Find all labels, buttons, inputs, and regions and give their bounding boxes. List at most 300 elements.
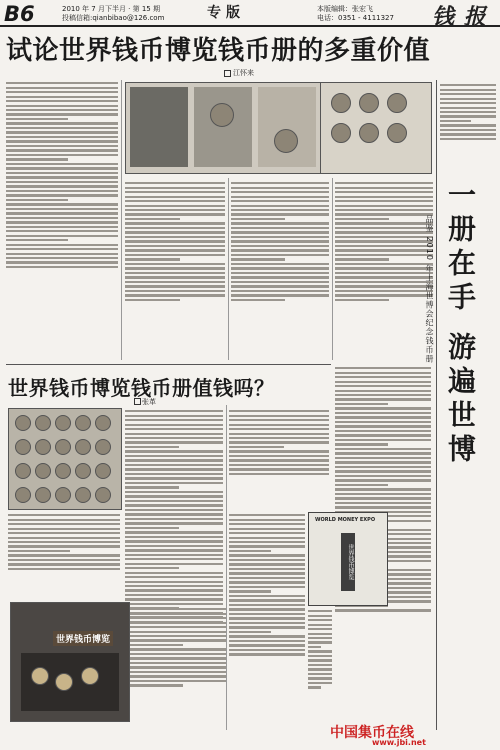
text-line [335, 191, 433, 193]
text-line [335, 258, 389, 260]
text-line [125, 213, 225, 215]
section-label: 专版 [207, 5, 245, 21]
text-line [125, 518, 223, 520]
article1-column-4 [335, 180, 433, 360]
text-line [335, 439, 431, 441]
text-line [440, 102, 496, 104]
text-line [6, 257, 118, 259]
text-line [229, 523, 305, 525]
text-line [125, 182, 225, 184]
text-line [335, 390, 431, 392]
article1-column-1 [6, 80, 118, 360]
text-line [8, 550, 70, 552]
coin-image [331, 123, 351, 143]
text-line [229, 415, 329, 417]
coin-image [75, 415, 91, 431]
text-line [125, 473, 223, 475]
text-line [229, 410, 329, 412]
text-line [6, 261, 118, 263]
article2-column-2b [130, 606, 226, 726]
issue-date: 2010 年 7 月下半月 · 第 15 期 [62, 5, 160, 13]
text-line [6, 226, 118, 228]
text-line [6, 266, 118, 268]
text-line [335, 200, 433, 202]
text-line [125, 527, 179, 529]
text-line [229, 635, 305, 637]
body-text-texture [335, 182, 433, 301]
text-line [125, 196, 225, 198]
text-line [229, 537, 305, 539]
coin-image [55, 439, 71, 455]
text-line [6, 253, 118, 255]
text-line [130, 626, 226, 628]
text-line [440, 93, 496, 95]
text-line [8, 523, 120, 525]
text-line [8, 568, 120, 570]
text-line [8, 532, 120, 534]
text-line [231, 209, 329, 211]
text-line [335, 276, 433, 278]
coin-image [359, 93, 379, 113]
text-line [8, 559, 120, 561]
coin-image [15, 487, 31, 503]
coin-image [75, 463, 91, 479]
text-line [6, 149, 118, 151]
byline-box-icon [134, 398, 141, 405]
text-line [125, 540, 223, 542]
text-line [335, 434, 431, 436]
coin-image [31, 667, 49, 685]
text-line [335, 421, 431, 423]
text-line [335, 448, 431, 450]
page-number: B6 [4, 2, 35, 26]
text-line [6, 181, 118, 183]
text-line [6, 122, 118, 124]
text-line [231, 272, 329, 274]
text-line [440, 138, 496, 140]
text-line [6, 167, 118, 169]
text-line [308, 610, 332, 612]
text-line [125, 222, 225, 224]
text-line [8, 545, 120, 547]
text-line [125, 240, 225, 242]
text-line [229, 473, 329, 475]
text-line [335, 412, 431, 414]
text-line [8, 554, 120, 556]
coin-image [75, 439, 91, 455]
text-line [335, 196, 433, 198]
coin-image [55, 463, 71, 479]
text-line [125, 263, 225, 265]
text-line [335, 488, 431, 490]
text-line [125, 281, 225, 283]
text-line [8, 519, 120, 521]
text-line [6, 194, 118, 196]
text-line [308, 659, 332, 661]
text-line [125, 245, 225, 247]
text-line [229, 604, 305, 606]
text-line [335, 425, 431, 427]
text-line [308, 615, 332, 617]
text-line [130, 608, 226, 610]
text-line [229, 649, 305, 651]
text-line [229, 617, 305, 619]
side-column-divider [436, 80, 437, 730]
text-line [125, 504, 223, 506]
text-line [130, 617, 226, 619]
text-line [125, 513, 223, 515]
text-line [125, 491, 223, 493]
text-line [125, 572, 223, 574]
text-line [125, 450, 223, 452]
text-line [335, 403, 388, 405]
coin-image [55, 673, 73, 691]
text-line [335, 461, 431, 463]
text-line [440, 111, 496, 113]
book-photo-title: 世界钱币博览 [53, 631, 113, 646]
text-line [229, 459, 329, 461]
coin-image [81, 667, 99, 685]
body-text-texture [125, 182, 225, 301]
telephone-line: 电话：0351 - 4111327 [317, 14, 394, 22]
text-line [335, 493, 431, 495]
text-line [6, 145, 118, 147]
text-line [335, 367, 431, 369]
text-line [335, 502, 431, 504]
text-line [125, 267, 225, 269]
body-text-texture [229, 410, 329, 475]
coin-album-photo-2 [320, 82, 432, 174]
coin-grid-photo [8, 408, 122, 510]
text-line [125, 558, 223, 560]
text-line [440, 107, 496, 109]
text-line [6, 82, 118, 84]
article2-author: 张革 [142, 398, 156, 406]
text-line [229, 514, 305, 516]
text-line [335, 376, 431, 378]
text-line [231, 213, 329, 215]
text-line [335, 231, 433, 233]
text-line [231, 227, 329, 229]
text-line [335, 272, 433, 274]
text-line [6, 91, 118, 93]
text-line [125, 218, 180, 220]
text-line [125, 567, 179, 569]
text-line [335, 394, 431, 396]
text-line [231, 200, 329, 202]
coin-image [15, 439, 31, 455]
text-line [440, 120, 471, 122]
coin-image [55, 415, 71, 431]
text-line [229, 563, 305, 565]
text-line [231, 245, 329, 247]
text-line [130, 675, 226, 677]
text-line [335, 475, 431, 477]
text-line [125, 227, 225, 229]
text-line [125, 258, 180, 260]
text-line [440, 124, 496, 126]
text-line [130, 653, 226, 655]
text-line [6, 163, 118, 165]
text-line [6, 158, 68, 160]
coin-image [210, 103, 234, 127]
text-line [6, 199, 68, 201]
text-line [6, 172, 118, 174]
text-line [125, 410, 223, 412]
text-line [229, 568, 305, 570]
text-line [308, 624, 332, 626]
book-cover-spine-text: 世界钱币博览 [341, 533, 355, 591]
text-line [440, 89, 496, 91]
album-page-left [130, 87, 188, 167]
text-line [8, 514, 120, 516]
text-line [125, 522, 223, 524]
text-line [6, 105, 118, 107]
text-line [335, 407, 431, 409]
album-page-right [258, 87, 316, 167]
text-line [125, 437, 223, 439]
article1-author: 江怀来 [233, 69, 254, 77]
text-line [125, 415, 223, 417]
text-line [335, 205, 433, 207]
text-line [6, 113, 118, 115]
coin-image [15, 463, 31, 479]
text-line [125, 500, 223, 502]
coin-image [15, 415, 31, 431]
text-line [308, 655, 332, 657]
text-line [125, 531, 223, 533]
coin-image [95, 463, 111, 479]
text-line [125, 468, 223, 470]
text-line [6, 230, 118, 232]
text-line [335, 218, 389, 220]
text-line [125, 536, 223, 538]
text-line [6, 190, 118, 192]
text-line [229, 622, 305, 624]
text-line [231, 299, 285, 301]
text-line [308, 641, 332, 643]
text-line [231, 218, 285, 220]
text-line [335, 466, 431, 468]
text-line [231, 191, 329, 193]
text-line [229, 464, 329, 466]
text-line [335, 222, 433, 224]
text-line [231, 258, 285, 260]
text-line [308, 633, 332, 635]
text-line [308, 673, 332, 675]
text-line [6, 239, 68, 241]
text-line [335, 385, 431, 387]
text-line [130, 684, 183, 686]
text-line [125, 464, 223, 466]
text-line [231, 222, 329, 224]
text-line [229, 640, 305, 642]
text-line [6, 208, 118, 210]
text-line [308, 677, 332, 679]
text-line [335, 294, 433, 296]
text-line [125, 459, 223, 461]
text-line [125, 424, 223, 426]
book-cover-title: WORLD MONEY EXPO [315, 517, 376, 523]
body-text-texture [8, 514, 120, 570]
column-divider [226, 405, 227, 730]
text-line [125, 603, 223, 605]
text-line [125, 191, 225, 193]
text-line [125, 576, 223, 578]
section-divider [6, 364, 331, 365]
text-line [130, 680, 226, 682]
coin-image [55, 487, 71, 503]
text-line [335, 479, 431, 481]
text-line [335, 187, 433, 189]
text-line [229, 590, 271, 592]
coin-image [95, 415, 111, 431]
text-line [6, 203, 118, 205]
text-line [229, 541, 305, 543]
text-line [335, 299, 389, 301]
text-line [440, 98, 496, 100]
text-line [231, 240, 329, 242]
text-line [130, 622, 226, 624]
contact-email: 投稿信箱:qianbibao@126.com [62, 14, 165, 22]
coin-image [35, 415, 51, 431]
column-divider [228, 178, 229, 360]
text-line [229, 599, 305, 601]
coin-image [35, 487, 51, 503]
coin-image [75, 487, 91, 503]
text-line [440, 84, 496, 86]
text-line [231, 267, 329, 269]
text-line [440, 133, 496, 135]
text-line [335, 240, 433, 242]
article2-column-3b [229, 512, 305, 728]
text-line [335, 249, 433, 251]
text-line [231, 276, 329, 278]
text-line [231, 231, 329, 233]
text-line [130, 635, 226, 637]
coin-image [95, 439, 111, 455]
text-line [8, 537, 120, 539]
editor-line: 本版编辑：张宏飞 [317, 5, 373, 13]
text-line [229, 424, 329, 426]
text-line [125, 236, 225, 238]
text-line [125, 299, 180, 301]
text-line [308, 637, 332, 639]
text-line [229, 626, 305, 628]
text-line [335, 227, 433, 229]
text-line [335, 267, 433, 269]
text-line [308, 646, 321, 648]
text-line [130, 666, 226, 668]
article2-byline [142, 397, 156, 407]
text-line [231, 290, 329, 292]
text-line [125, 581, 223, 583]
body-text-texture [231, 182, 329, 301]
text-line [335, 497, 431, 499]
article1-column-2 [125, 180, 225, 360]
text-line [125, 477, 223, 479]
text-line [125, 294, 225, 296]
text-line [130, 662, 226, 664]
text-line [130, 639, 226, 641]
text-line [335, 506, 431, 508]
text-line [229, 528, 305, 530]
text-line [308, 668, 332, 670]
text-line [6, 87, 118, 89]
text-line [335, 209, 433, 211]
text-line [229, 545, 305, 547]
text-line [125, 209, 225, 211]
byline-box-icon [224, 70, 231, 77]
column-divider [332, 178, 333, 360]
text-line [130, 671, 226, 673]
text-line [6, 212, 118, 214]
body-text-texture [6, 82, 118, 268]
text-line [229, 441, 329, 443]
text-line [229, 446, 284, 448]
text-line [335, 372, 431, 374]
text-line [231, 249, 329, 251]
text-line [6, 140, 118, 142]
book-cover-image [308, 512, 388, 606]
text-line [125, 455, 223, 457]
text-line [229, 532, 305, 534]
text-line [335, 470, 431, 472]
text-line [308, 664, 332, 666]
text-line [229, 559, 305, 561]
coin-image [35, 439, 51, 455]
text-line [229, 613, 305, 615]
text-line [229, 419, 329, 421]
text-line [231, 236, 329, 238]
text-line [229, 450, 329, 452]
text-line [125, 563, 223, 565]
text-line [231, 254, 329, 256]
article2-column-1 [8, 512, 120, 600]
text-line [125, 585, 223, 587]
text-line [6, 136, 118, 138]
text-line [125, 419, 223, 421]
text-line [8, 563, 120, 565]
article2-column-4 [308, 608, 332, 728]
text-line [130, 613, 226, 615]
text-line [335, 398, 431, 400]
text-line [335, 416, 431, 418]
body-text-texture [308, 610, 332, 689]
text-line [6, 131, 118, 133]
watermark-url: www.jbi.net [372, 738, 426, 747]
text-line [125, 428, 223, 430]
text-line [231, 196, 329, 198]
text-line [125, 486, 179, 488]
side-column-title: 一册在手 游遍世博 [444, 180, 477, 468]
text-line [6, 96, 118, 98]
text-line [125, 594, 223, 596]
text-line [335, 213, 433, 215]
text-line [231, 187, 329, 189]
text-line [229, 433, 329, 435]
article2-column-3 [229, 408, 329, 508]
text-line [125, 272, 225, 274]
text-line [6, 244, 118, 246]
article1-byline [224, 68, 254, 78]
coin-album-photo [125, 82, 322, 174]
text-line [125, 598, 223, 600]
side-intro-text [440, 82, 496, 174]
text-line [6, 217, 118, 219]
text-line [229, 550, 271, 552]
header-divider [0, 25, 500, 27]
